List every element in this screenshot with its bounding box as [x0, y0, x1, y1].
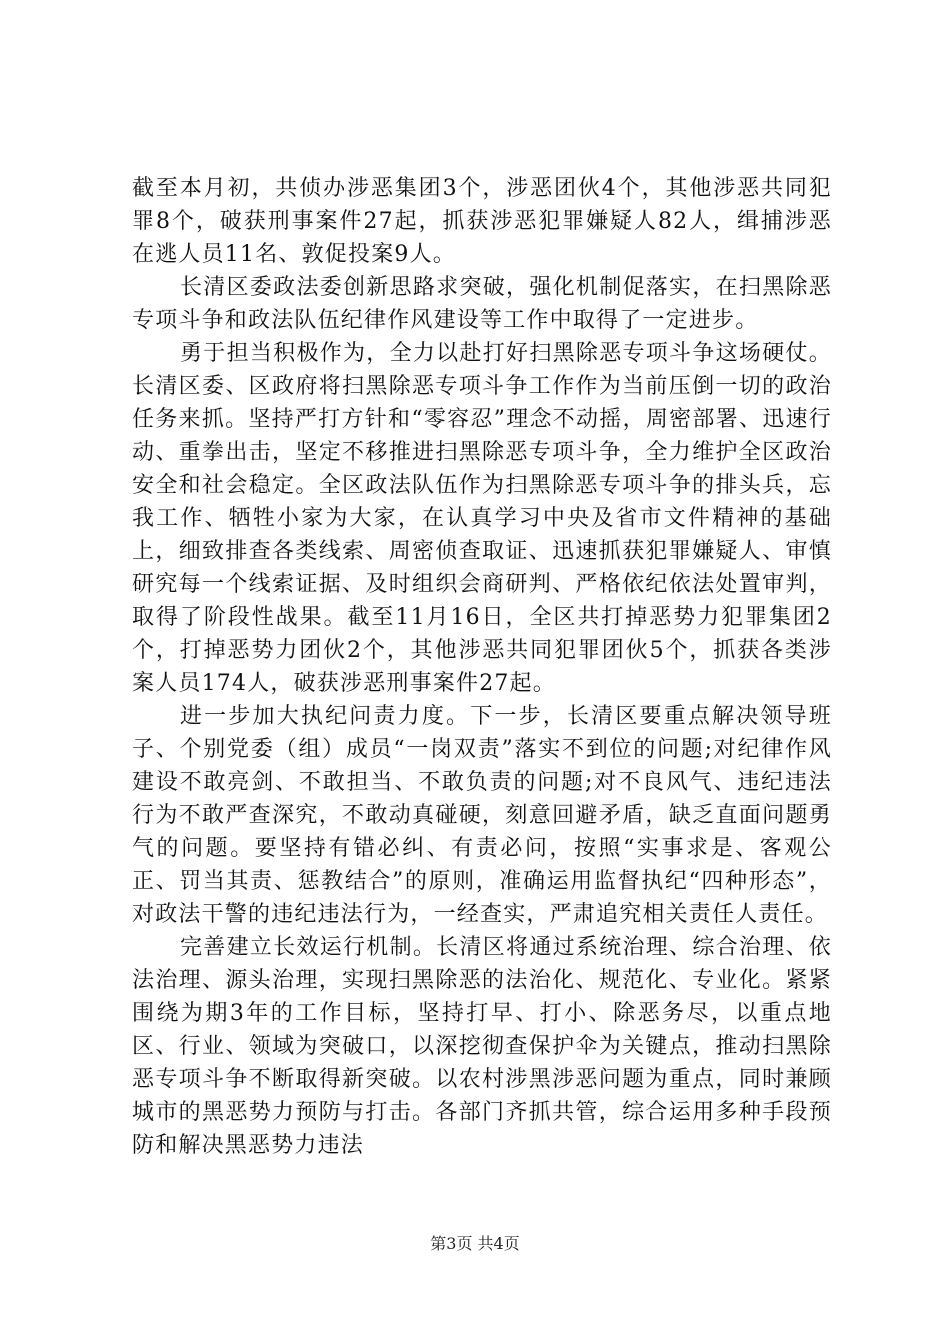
- paragraph-2: 长清区委政法委创新思路求突破，强化机制促落实，在扫黑除恶专项斗争和政法队伍纪律作风建设等工作中取得了一定进步。: [132, 275, 832, 333]
- paragraph-5: 完善建立长效运行机制。长清区将通过系统治理、综合治理、依法治理、源头治理，实现扫黑除恶的法治化、规范化、专业化。紧紧围绕为期3年的工作目标，坚持打早、打小、除恶务尽，以重点地区、行业、领域为突破口，以深挖彻查保护伞为关键点，推动扫黑除恶专项斗争不断取得新突破。以农村涉黑涉恶问题为重点，同时兼顾城市的黑恶势力预防与打击。各部门齐抓共管，综合运用多种手段预防和解决黑恶势力违法: [132, 935, 832, 1158]
- paragraph-1: 截至本月初，共侦办涉恶集团3个，涉恶团伙4个，其他涉恶共同犯罪8个，破获刑事案件27起，抓获涉恶犯罪嫌疑人82人，缉捕涉恶在逃人员11名、敦促投案9人。: [132, 176, 832, 267]
- paragraph-3: 勇于担当积极作为，全力以赴打好扫黑除恶专项斗争这场硬仗。长清区委、区政府将扫黑除恶专项斗争工作作为当前压倒一切的政治任务来抓。坚持严打方针和“零容忍”理念不动摇，周密部署、迅速行动、重拳出击，坚定不移推进扫黑除恶专项斗争，全力维护全区政治安全和社会稳定。全区政法队伍作为扫黑除恶专项斗争的排头兵，忘我工作、牺牲小家为大家，在认真学习中央及省市文件精神的基础上，细致排查各类线索、周密侦查取证、迅速抓获犯罪嫌疑人、审慎研究每一个线索证据、及时组织会商研判、严格依纪依法处置审判，取得了阶段性战果。截至11月16日，全区共打掉恶势力犯罪集团2个，打掉恶势力团伙2个，其他涉恶共同犯罪团伙5个，抓获各类涉案人员174人，破获涉恶刑事案件27起。: [132, 341, 832, 696]
- document-body: [132, 172, 832, 1162]
- paragraph-4: 进一步加大执纪问责力度。下一步，长清区要重点解决领导班子、个别党委（组）成员“一岗双责”落实不到位的问题;对纪律作风建设不敢亮剑、不敢担当、不敢负责的问题;对不良风气、违纪违法行为不敢严查深究，不敢动真碰硬，刻意回避矛盾，缺乏直面问题勇气的问题。要坚持有错必纠、有责必问，按照“实事求是、客观公正、罚当其责、惩教结合”的原则，准确运用监督执纪“四种形态”，对政法干警的违纪违法行为，一经查实，严肃追究相关责任人责任。: [132, 704, 832, 927]
- page-number-footer: 第3页 共4页: [430, 1234, 520, 1253]
